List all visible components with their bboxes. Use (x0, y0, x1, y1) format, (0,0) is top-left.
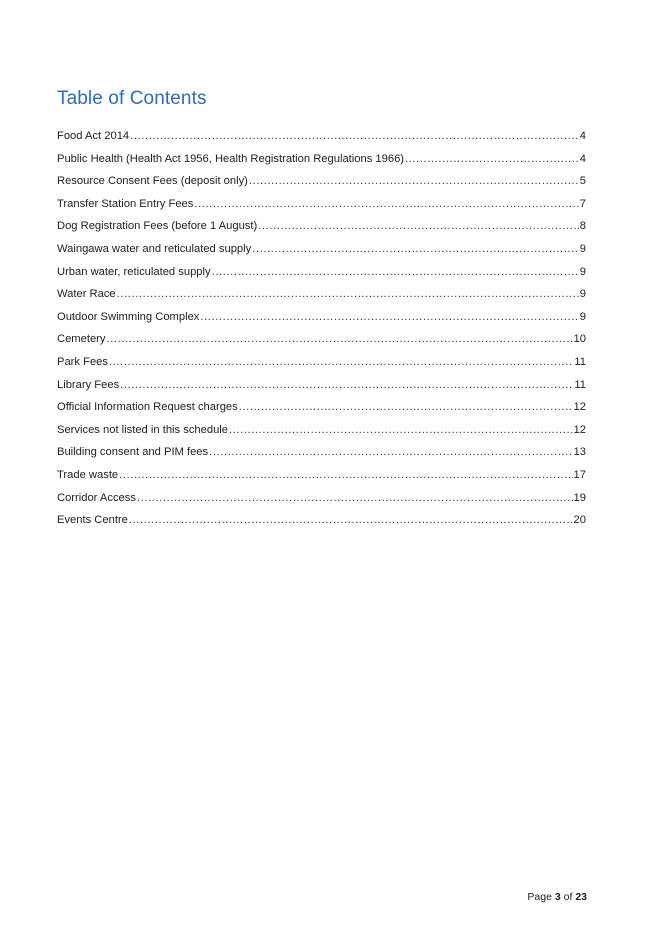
toc-entry-label: Cemetery (57, 333, 106, 346)
toc-entry-label: Official Information Request charges (57, 401, 238, 414)
toc-entry[interactable] (57, 309, 586, 332)
toc-entry[interactable] (57, 422, 586, 445)
toc-dot-leader (194, 196, 578, 212)
toc-entry-page-number: 9 (579, 288, 586, 301)
toc-dot-leader (209, 444, 572, 460)
toc-entry-label: Waingawa water and reticulated supply (57, 242, 252, 255)
toc-entry-page-number: 17 (573, 468, 586, 481)
toc-entry[interactable] (57, 490, 586, 513)
toc-dot-leader (200, 309, 578, 325)
toc-dot-leader (119, 467, 572, 483)
toc-dot-leader (405, 151, 579, 167)
toc-entry-label: Trade waste (57, 468, 119, 481)
toc-entry-page-number: 4 (579, 130, 586, 142)
toc-entry-label: Park Fees (57, 355, 108, 368)
toc-entry-page-number: 7 (579, 197, 586, 210)
toc-dot-leader (137, 490, 573, 506)
toc-entry[interactable] (57, 218, 586, 241)
toc-dot-leader (249, 173, 579, 189)
toc-entry[interactable] (57, 286, 586, 309)
toc-entry[interactable] (57, 264, 586, 287)
toc-dot-leader (229, 422, 573, 438)
toc-entry[interactable] (57, 151, 586, 174)
toc-entry-page-number: 11 (574, 378, 586, 391)
toc-entry-label: Services not listed in this schedule (57, 423, 229, 436)
toc-entry[interactable] (57, 173, 586, 196)
toc-entry-page-number: 13 (573, 446, 586, 459)
page-total-number: 23 (575, 891, 587, 903)
page-current-number: 3 (554, 891, 561, 903)
toc-entry-label: Dog Registration Fees (before 1 August) (57, 220, 258, 233)
page-of-label: of (563, 891, 573, 903)
toc-dot-leader (129, 512, 573, 528)
toc-entry-page-number: 12 (573, 401, 586, 414)
page-footer (527, 891, 587, 903)
toc-entry[interactable] (57, 241, 586, 264)
toc-entry[interactable] (57, 444, 586, 467)
toc-entry[interactable] (57, 467, 586, 490)
toc-dot-leader (239, 399, 573, 415)
toc-entry-page-number: 9 (579, 242, 586, 255)
toc-dot-leader (130, 128, 579, 144)
toc-entry-page-number: 11 (574, 355, 586, 368)
toc-entry-page-number: 20 (573, 514, 586, 527)
toc-entry[interactable] (57, 331, 586, 354)
toc-entry-label: Transfer Station Entry Fees (57, 197, 194, 210)
toc-entry-label: Resource Consent Fees (deposit only) (57, 175, 248, 188)
toc-entry-page-number: 12 (573, 423, 586, 436)
toc-heading: Table of Contents (57, 88, 207, 109)
toc-entry-label: Urban water, reticulated supply (57, 265, 211, 278)
toc-entry[interactable] (57, 354, 586, 377)
toc-entry-label: Food Act 2014 (57, 130, 130, 142)
toc-entry-page-number: 8 (579, 220, 586, 233)
toc-dot-leader (117, 286, 579, 302)
toc-dot-leader (120, 377, 573, 393)
toc-entry[interactable] (57, 512, 586, 535)
toc-entry[interactable] (57, 196, 586, 219)
toc-entry-page-number: 5 (579, 175, 586, 188)
toc-entry-label: Corridor Access (57, 491, 136, 504)
toc-entry-page-number: 10 (573, 333, 586, 346)
toc-entry[interactable] (57, 128, 586, 151)
toc-entry-page-number: 9 (579, 310, 586, 323)
toc-list (57, 128, 586, 535)
toc-entry-label: Building consent and PIM fees (57, 446, 209, 459)
toc-dot-leader (252, 241, 579, 257)
toc-entry[interactable] (57, 399, 586, 422)
toc-entry-label: Events Centre (57, 514, 128, 527)
toc-dot-leader (258, 218, 579, 234)
toc-entry-page-number: 9 (579, 265, 586, 278)
toc-entry-label: Water Race (57, 288, 116, 301)
toc-entry-page-number: 4 (579, 152, 586, 165)
toc-entry-page-number: 19 (573, 491, 586, 504)
toc-entry-label: Public Health (Health Act 1956, Health Registration Regulations 1966) (57, 152, 405, 165)
page-label: Page (527, 891, 552, 903)
toc-dot-leader (212, 264, 579, 280)
toc-dot-leader (109, 354, 573, 370)
toc-dot-leader (107, 331, 573, 347)
toc-entry-label: Outdoor Swimming Complex (57, 310, 200, 323)
toc-entry-label: Library Fees (57, 378, 120, 391)
toc-entry[interactable] (57, 377, 586, 400)
